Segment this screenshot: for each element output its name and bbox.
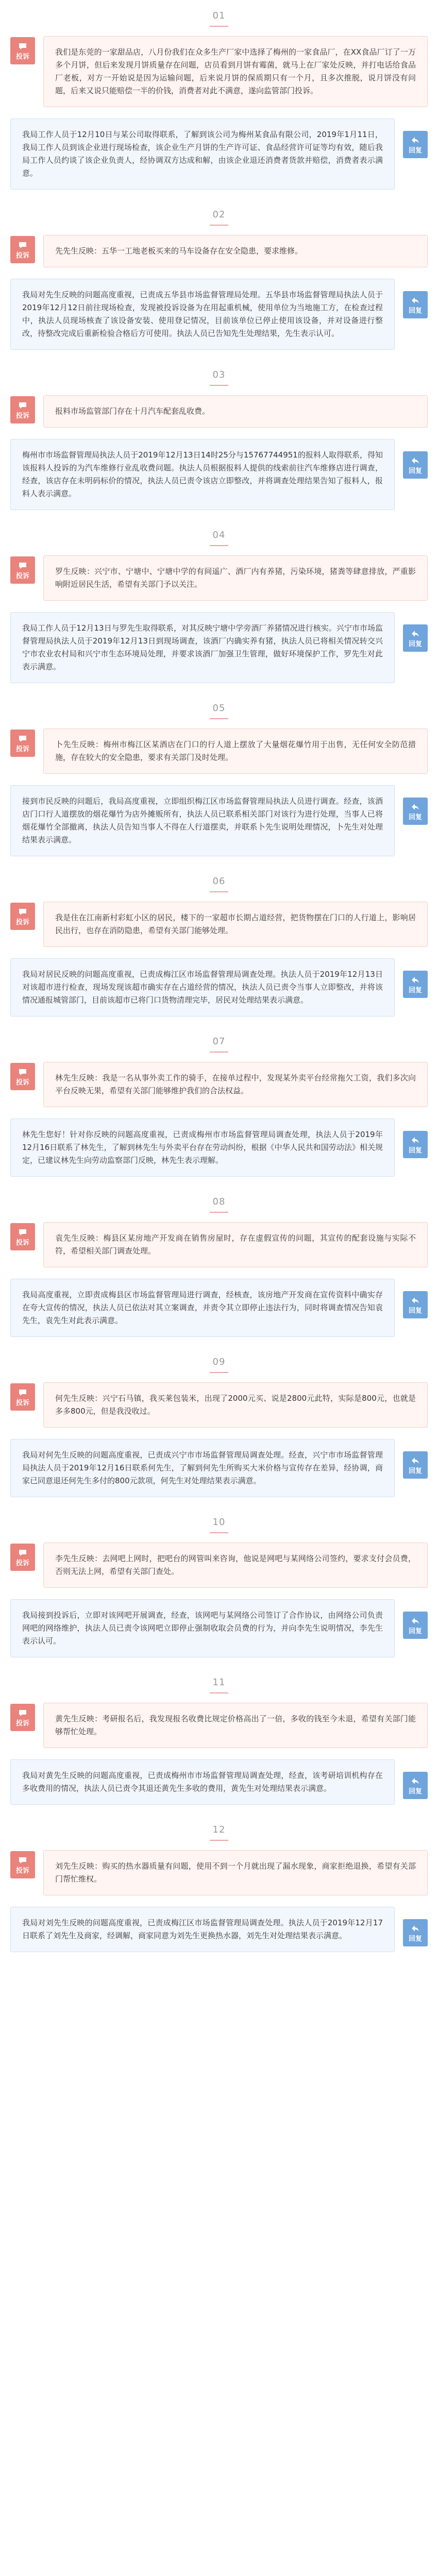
entry-number: 04: [212, 530, 226, 540]
reply-tag: [403, 1451, 428, 1479]
divider-line: [210, 1532, 228, 1533]
reply-tag-label: 回复: [408, 814, 422, 821]
reply-arrow-icon: [410, 1923, 420, 1934]
entry-number: 02: [212, 209, 226, 220]
reply-tag: [403, 131, 428, 158]
reply-tag-label: 回复: [408, 147, 422, 155]
entry-number: 01: [212, 10, 226, 21]
entry-12: [10, 1814, 428, 1952]
entry-number: 09: [212, 1357, 226, 1367]
entry-number: 06: [212, 876, 226, 887]
complaint-tag-label: 投诉: [15, 1079, 29, 1087]
reply-arrow-icon: [410, 1776, 420, 1786]
reply-tag: [403, 798, 428, 825]
divider-line: [210, 1052, 228, 1053]
entries-list: [10, 0, 428, 1961]
complaint-tag: [10, 1223, 35, 1250]
reply-arrow-icon: [410, 135, 420, 145]
entry-number: 08: [212, 1196, 226, 1207]
speech-bubble-icon: [18, 561, 28, 571]
entry-01: [10, 0, 428, 190]
entry-06: [10, 866, 428, 1016]
speech-bubble-icon: [18, 1227, 28, 1238]
complaint-box: 我是住在江南新村彩虹小区的居民，楼下的一家超市长期占道经营，把货物摆在门口的人行道上，影响居民出行，也存在消防隐患，希望有关部门能够处理。: [43, 902, 428, 947]
reply-box: 我局工作人员于12月10日与某公司取得联系，了解到该公司为梅州某食品有限公司，2019年1月11日，我局工作人员到该企业进行现场检查，该企业生产月饼的生产许可证、食品经营许可证等均有效，随后我局工作人员约谈了该企业负责人，经协调双方达成和解，由该企业退还消费者货款并赔偿，消费者表示满意。: [10, 118, 395, 190]
reply-tag: [403, 1612, 428, 1639]
divider-line: [210, 545, 228, 546]
divider-line: [210, 26, 228, 27]
reply-arrow-icon: [410, 1616, 420, 1626]
reply-box: 我局对刘先生反映的问题高度重视，已责成梅江区市场监督管理局调查处理。执法人员于2019年12月17日联系了刘先生及商家，经调解，商家同意为刘先生更换热水器，刘先生对处理结果表示满意。: [10, 1907, 395, 1952]
reply-arrow-icon: [410, 802, 420, 812]
complaint-tag-label: 投诉: [15, 1867, 29, 1875]
complaint-box: 刘先生反映：购买的热水器质量有问题，使用不到一个月就出现了漏水现象，商家拒绝退换，希望有关部门帮忙维权。: [43, 1850, 428, 1895]
reply-box: 我局对居民反映的问题高度重视，已责成梅江区市场监督管理局调查处理。执法人员于2019年12月13日对该超市进行检查，现场发现该超市确实存在占道经营的情况，执法人员已责令当事人立即整改，并将该情况通报城管部门，目前该超市已将门口货物清理完毕，居民对处理结果表示满意。: [10, 958, 395, 1016]
reply-arrow-icon: [410, 1295, 420, 1306]
complaint-tag-label: 投诉: [15, 1560, 29, 1567]
speech-bubble-icon: [18, 1548, 28, 1558]
entry-10: [10, 1506, 428, 1657]
reply-box: 林先生您好！针对你反映的问题高度重视，已责成梅州市市场监督管理局调查处理，执法人员于2019年12月16日联系了林先生，了解到林先生与外卖平台存在劳动纠纷，根据《中华人民共和国劳动法》相关规定，已建议林先生向劳动监察部门反映，林先生表示理解。: [10, 1118, 395, 1177]
reply-tag: [403, 1131, 428, 1158]
complaint-tag: [10, 37, 35, 64]
speech-bubble-icon: [18, 907, 28, 917]
complaint-tag: [10, 1063, 35, 1090]
divider-line: [210, 1840, 228, 1841]
reply-box: 梅州市市场监督管理局执法人员于2019年12月13日14时25分与15767744951的报料人取得联系，得知该报料人投诉的为汽车维修行业乱收费问题。执法人员根据报料人提供的线索前往汽车维修店进行调查，经查，该店存在未明码标价的情况，执法人员已责令该店立即整改，并将调查处理结果告知了报料人，报料人表示满意。: [10, 439, 395, 510]
complaint-tag: [10, 1383, 35, 1411]
entry-number: 10: [212, 1517, 226, 1528]
reply-tag-label: 回复: [408, 1935, 422, 1943]
reply-arrow-icon: [410, 629, 420, 639]
complaint-tag: [10, 236, 35, 263]
reply-tag-label: 回复: [408, 1147, 422, 1155]
complaint-tag: [10, 730, 35, 757]
entry-number: 05: [212, 703, 226, 714]
entry-number: 11: [212, 1677, 226, 1688]
speech-bubble-icon: [18, 400, 28, 411]
entry-08: [10, 1186, 428, 1337]
entry-09: [10, 1346, 428, 1497]
reply-box: 我局高度重视，立即责成梅县区市场监督管理局进行调查，经核查，该房地产开发商在宣传资料中确实存在夸大宣传的情况，执法人员已依法对其立案调查，并责令其立即停止违法行为，同时将调查情况告知袁先生，袁先生对此表示满意。: [10, 1279, 395, 1337]
reply-arrow-icon: [410, 1135, 420, 1145]
speech-bubble-icon: [18, 1067, 28, 1077]
reply-tag: [403, 1919, 428, 1946]
entry-04: [10, 519, 428, 683]
reply-box: 我局工作人员于12月13日与罗先生取得联系，对其反映宁塘中学旁酒厂养猪情况进行核实。兴宁市市场监督管理局执法人员于2019年12月13日到现场调查，该酒厂内确实养有猪，执法人员已将相关情况转交兴宁市农业农村局和兴宁市生态环境局处理，并要求该酒厂加强卫生管理，做好环境保护工作，罗先生对此表示满意。: [10, 612, 395, 683]
entry-number: 03: [212, 369, 226, 380]
reply-tag: [403, 624, 428, 652]
speech-bubble-icon: [18, 41, 28, 52]
reply-tag: [403, 451, 428, 479]
complaint-tag: [10, 556, 35, 584]
reply-tag-label: 回复: [408, 1467, 422, 1475]
complaint-tag: [10, 1851, 35, 1878]
reply-arrow-icon: [410, 455, 420, 466]
complaint-box: 袁先生反映：梅县区某房地产开发商在销售房屋时，存在虚假宣传的问题，其宣传的配套设施与实际不符，希望相关部门调查处理。: [43, 1222, 428, 1267]
divider-line: [210, 718, 228, 719]
complaint-tag-label: 投诉: [15, 412, 29, 420]
complaint-box: 卜先生反映：梅州市梅江区某酒店在门口的行人道上摆放了大量烟花爆竹用于出售，无任何安全防范措施，存在较大的安全隐患，要求有关部门及时处理。: [43, 728, 428, 774]
speech-bubble-icon: [18, 1855, 28, 1866]
complaint-tag: [10, 903, 35, 930]
complaint-box: 罗生反映：兴宁市、宁塘中、宁塘中学的有间遥广、酒厂内有养猪，污染环境，猪粪等肆意排放，严重影响附近居民生活，希望有关部门予以关注。: [43, 555, 428, 601]
reply-tag-label: 回复: [408, 1307, 422, 1315]
complaint-box: 先先生反映：五华一工地老板买来的马车设备存在安全隐患，要求维修。: [43, 235, 428, 267]
reply-box: 我局接到投诉后，立即对该网吧开展调查，经查，该网吧与某网络公司签订了合作协议，由网络公司负责网吧的网络维护，执法人员已责令该网吧立即停止强制收取会员费的行为，并向李先生说明情况，李先生表示认可。: [10, 1599, 395, 1657]
speech-bubble-icon: [18, 1708, 28, 1718]
divider-line: [210, 1212, 228, 1213]
reply-box: 我局对何先生反映的问题高度重视，已责成兴宁市市场监督管理局调查处理。经查，兴宁市市场监督管理局执法人员于2019年12月16日联系何先生，了解到何先生所购买大米价格与宣传存在差异，经协调，商家已同意退还何先生多付的800元款项，何先生对处理结果表示满意。: [10, 1439, 395, 1497]
entry-03: [10, 359, 428, 510]
divider-line: [210, 385, 228, 386]
entry-number: 07: [212, 1036, 226, 1047]
complaint-box: 报料市场监管部门存在十月汽车配套乱收费。: [43, 395, 428, 428]
reply-tag: [403, 1772, 428, 1799]
entry-11: [10, 1667, 428, 1805]
complaint-box: 我们是东莞的一家甜品店，八月份我们在众多生产厂家中选择了梅州的一家食品厂，在XX食品厂订了一万多个月饼，但后来发现月饼质量存在问题，店员看到月饼有霉菌，就马上在厂家处反映，并打电话给食品厂老板，对方一开始说是因为运输问题，后来说月饼的保质期只有一个月，且多次推脱，说月饼没有问题，后来又说只能赔偿一半的价钱，消费者对此不满意，遂向监管部门投诉。: [43, 36, 428, 107]
speech-bubble-icon: [18, 240, 28, 250]
divider-line: [210, 225, 228, 226]
reply-tag-label: 回复: [408, 307, 422, 315]
reply-tag-label: 回复: [408, 987, 422, 994]
reply-tag-label: 回复: [408, 1788, 422, 1795]
reply-box: 接到市民反映的问题后，我局高度重视，立即组织梅江区市场监督管理局执法人员进行调查。经查，该酒店门口行人道摆放的烟花爆竹为店外摊贩所有，执法人员已联系相关部门对该行为进行处理，当事人已将烟花爆竹全部撤离，执法人员告知当事人不得在人行道摆卖，并联系卜先生说明处理情况，卜先生对处理结果表示满意。: [10, 785, 395, 856]
complaint-tag-label: 投诉: [15, 572, 29, 580]
complaint-tag-label: 投诉: [15, 1399, 29, 1407]
reply-arrow-icon: [410, 975, 420, 985]
complaint-tag-label: 投诉: [15, 919, 29, 926]
speech-bubble-icon: [18, 734, 28, 744]
complaint-tag-label: 投诉: [15, 1720, 29, 1727]
complaint-tag: [10, 1704, 35, 1731]
complaint-tag: [10, 396, 35, 423]
complaint-tag-label: 投诉: [15, 745, 29, 753]
divider-line: [210, 1372, 228, 1373]
complaint-box: 林先生反映：我是一名从事外卖工作的骑手，在接单过程中，发现某外卖平台经常拖欠工资，我们多次向平台反映无果，希望有关部门能够维护我们的合法权益。: [43, 1062, 428, 1107]
reply-tag: [403, 1291, 428, 1318]
complaint-box: 李先生反映：去网吧上网时，把吧台的网管叫来咨询，他说是网吧与某网络公司签约，要求支付会员费，否则无法上网，希望有关部门查处。: [43, 1543, 428, 1588]
reply-tag-label: 回复: [408, 467, 422, 475]
entry-07: [10, 1026, 428, 1177]
reply-tag: [403, 291, 428, 318]
entry-05: [10, 692, 428, 856]
complaint-box: 黄先生反映：考研报名后，我发现报名收费比规定价格高出了一倍，多收的钱至今未退，希望有关部门能够帮忙处理。: [43, 1703, 428, 1748]
reply-tag-label: 回复: [408, 640, 422, 648]
entry-02: [10, 199, 428, 350]
reply-arrow-icon: [410, 1455, 420, 1466]
complaint-tag-label: 投诉: [15, 53, 29, 61]
complaint-box: 何先生反映：兴宁石马镇，我买莱包装米，出现了2000元买、说是2800元此特，实际是800元，也就是多多800元，但是我没收过。: [43, 1382, 428, 1428]
divider-line: [210, 891, 228, 892]
entry-number: 12: [212, 1824, 226, 1835]
reply-box: 我局对黄先生反映的问题高度重视，已责成梅州市市场监督管理局调查处理，经查，该考研培训机构存在多收费用的情况，执法人员已责令其退还黄先生多收的费用，黄先生对处理结果表示满意。: [10, 1759, 395, 1805]
divider-line: [210, 1692, 228, 1693]
complaint-tag-label: 投诉: [15, 1239, 29, 1247]
complaint-tag-label: 投诉: [15, 252, 29, 260]
complaint-tag: [10, 1544, 35, 1571]
speech-bubble-icon: [18, 1387, 28, 1398]
reply-box: 我局对先生反映的问题高度重视，已责成五华县市场监督管理局处理。五华县市场监督管理局执法人员于2019年12月12日前往现场检查，发现被投诉设备为在用起重机械，使用单位为当地施工方，在检查过程中，执法人员现场核查了该设备安装、使用登记情况，目前该单位已停止使用该设备，并对设备进行整改，待整改完成后重新检验合格后方可使用。执法人员已告知先生处理结果，先生表示认可。: [10, 279, 395, 350]
reply-arrow-icon: [410, 295, 420, 306]
reply-tag: [403, 971, 428, 998]
reply-tag-label: 回复: [408, 1628, 422, 1635]
